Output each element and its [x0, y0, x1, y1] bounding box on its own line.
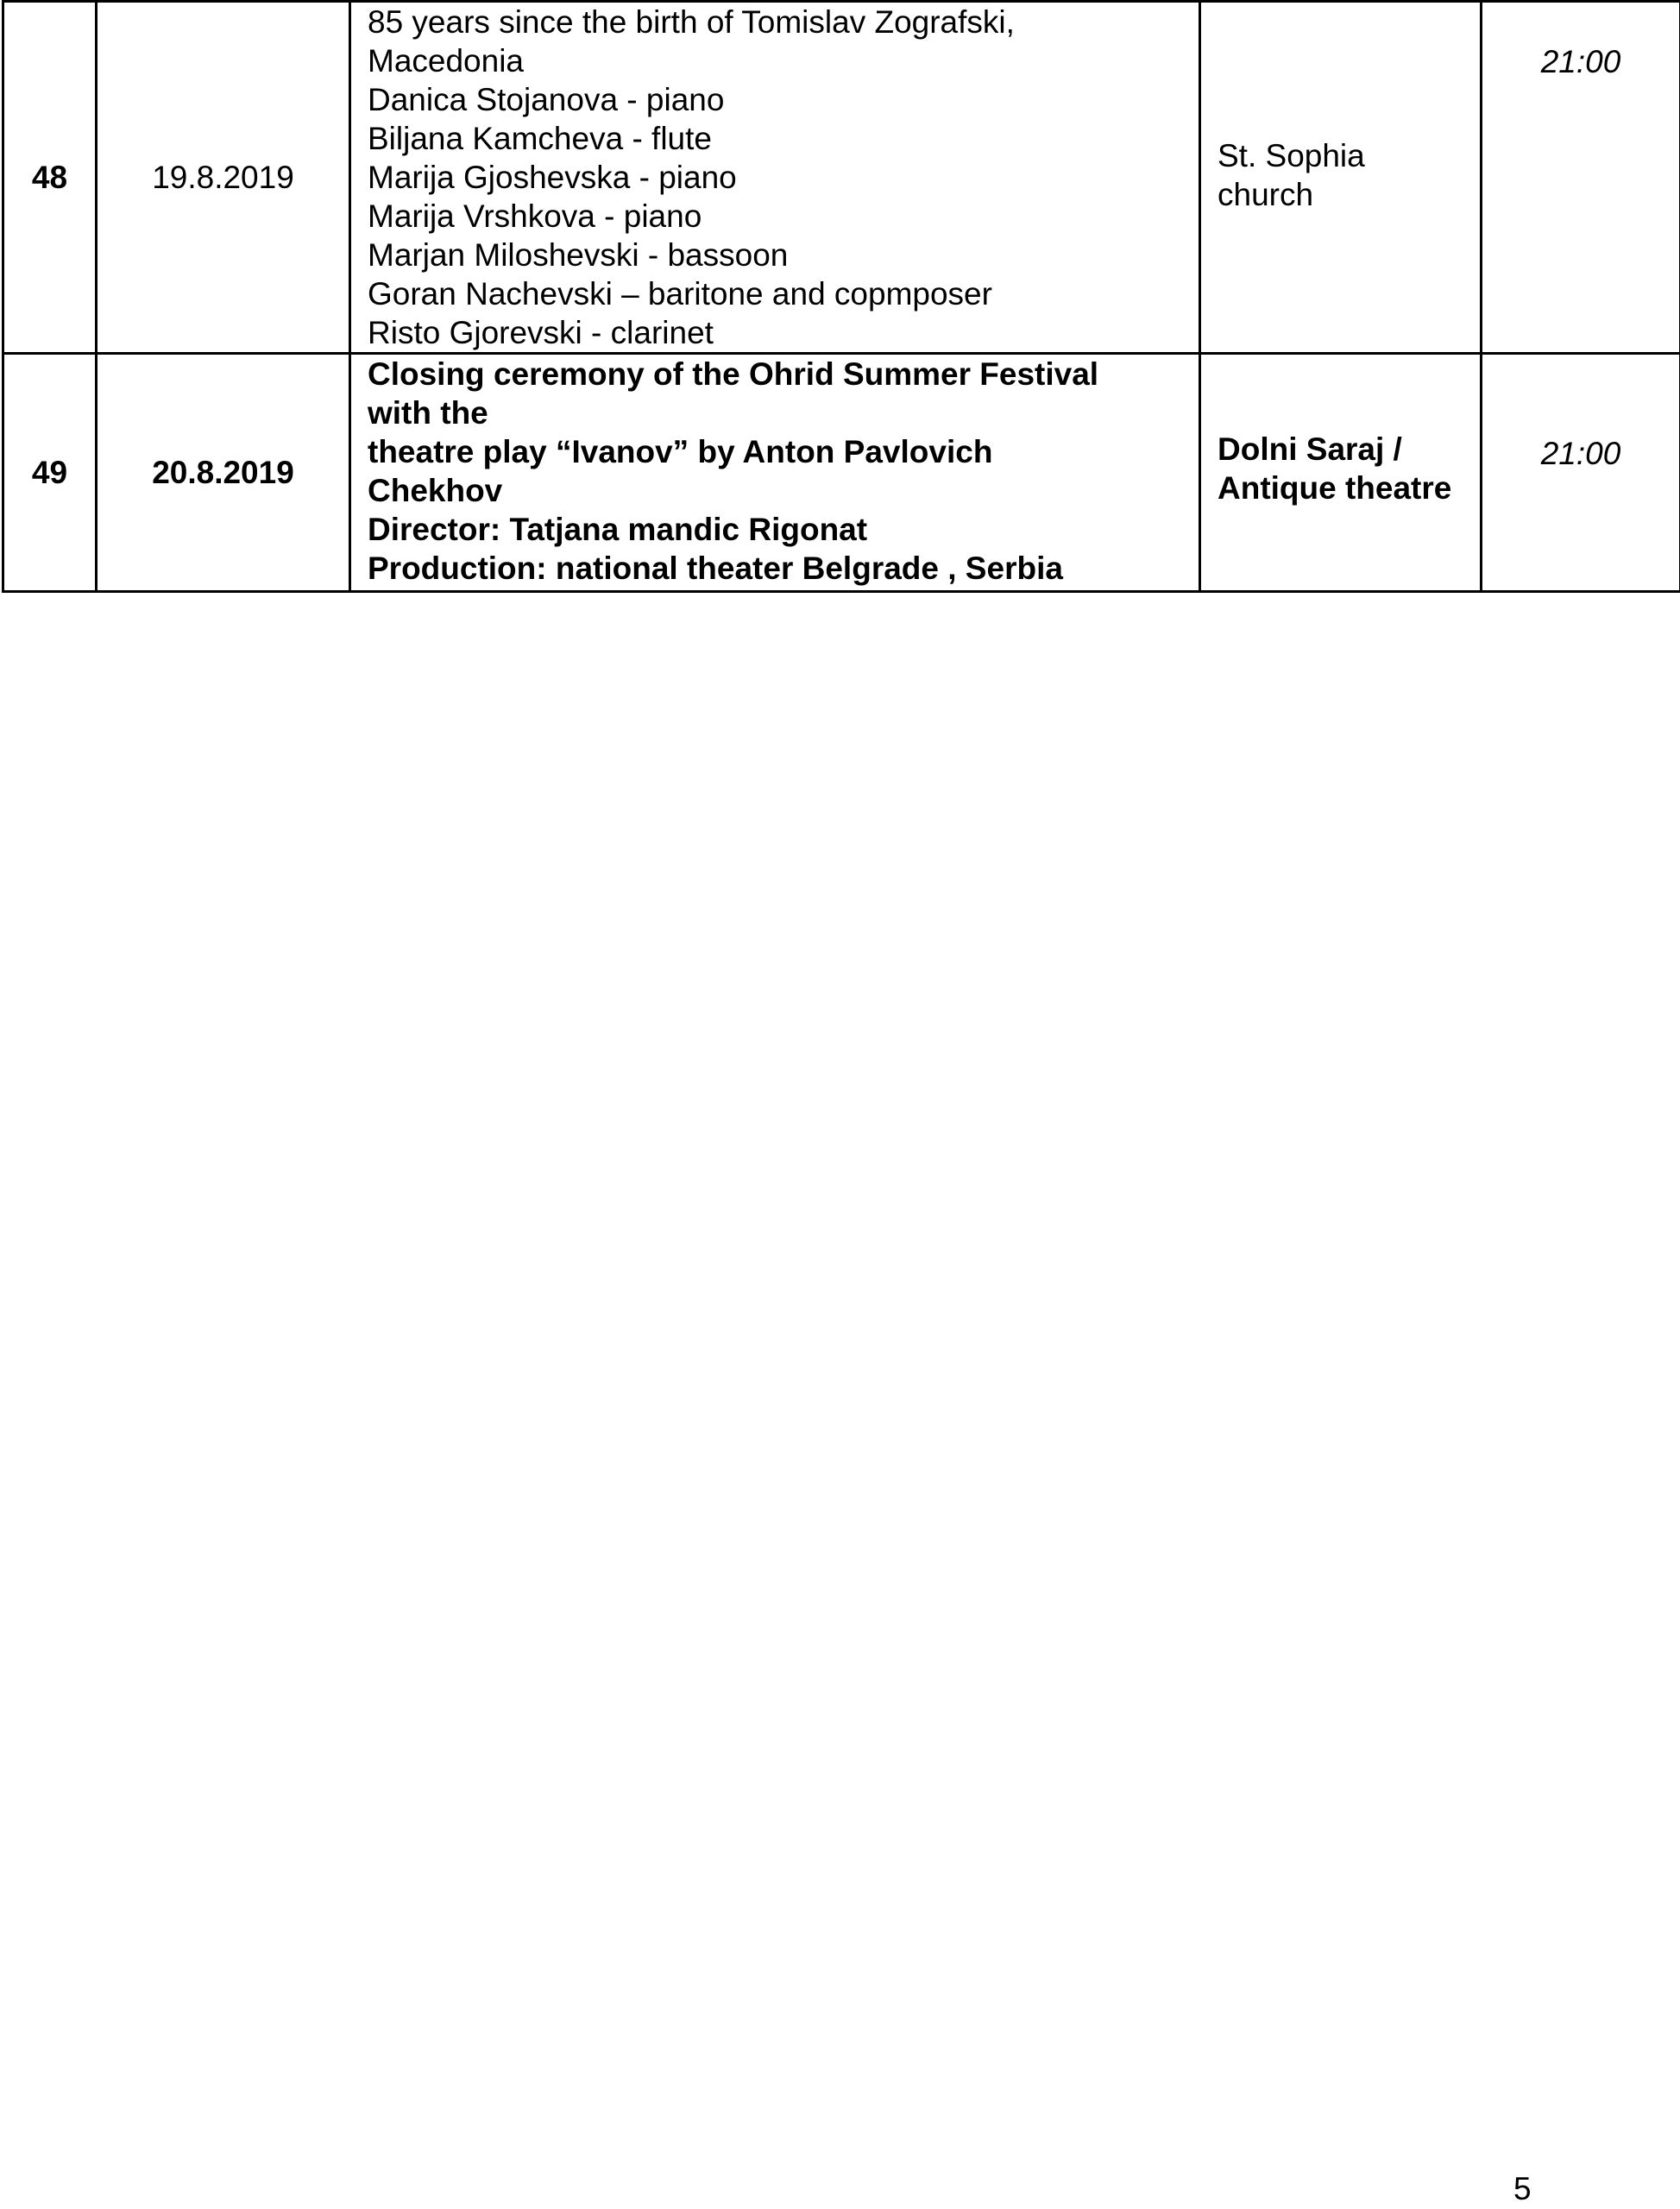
program-line: Chekhov	[368, 473, 503, 508]
program-line: Marjan Miloshevski - bassoon	[368, 237, 789, 273]
program-line: Director: Tatjana mandic Rigonat	[368, 512, 868, 547]
event-time: 21:00	[1482, 354, 1680, 592]
venue-line: church	[1218, 176, 1314, 212]
program-line: theatre play “Ivanov” by Anton Pavlovich	[368, 434, 993, 469]
event-date: 19.8.2019	[97, 2, 350, 354]
program-line: Closing ceremony of the Ohrid Summer Festival	[368, 356, 1099, 392]
program-line: Production: national theater Belgrade , Serbia	[368, 551, 1063, 586]
event-time: 21:00	[1482, 2, 1680, 354]
event-venue	[1200, 2, 1482, 354]
program-line: Marija Vrshkova - piano	[368, 198, 702, 234]
event-date: 20.8.2019	[97, 354, 350, 592]
program-line: Risto Gjorevski - clarinet	[368, 315, 714, 350]
program-line: with the	[368, 395, 488, 431]
program-line: Biljana Kamcheva - flute	[368, 121, 712, 156]
table-row	[3, 2, 1680, 354]
event-number: 48	[3, 2, 97, 354]
venue-line: St. Sophia	[1218, 137, 1365, 173]
venue-line: Antique theatre	[1218, 469, 1452, 506]
event-program	[350, 2, 1200, 354]
schedule-table	[2, 0, 1680, 593]
program-line: 85 years since the birth of Tomislav Zografski,	[368, 4, 1015, 40]
event-number: 49	[3, 354, 97, 592]
event-program	[350, 354, 1200, 592]
program-line: Macedonia	[368, 43, 525, 79]
table-row	[3, 354, 1680, 592]
venue-line: Dolni Saraj /	[1218, 431, 1402, 467]
program-line: Danica Stojanova - piano	[368, 82, 725, 117]
page-number: 5	[1513, 2171, 1532, 2206]
event-venue	[1200, 354, 1482, 592]
program-line: Marija Gjoshevska - piano	[368, 160, 737, 195]
program-line: Goran Nachevski – baritone and copmposer	[368, 276, 992, 312]
